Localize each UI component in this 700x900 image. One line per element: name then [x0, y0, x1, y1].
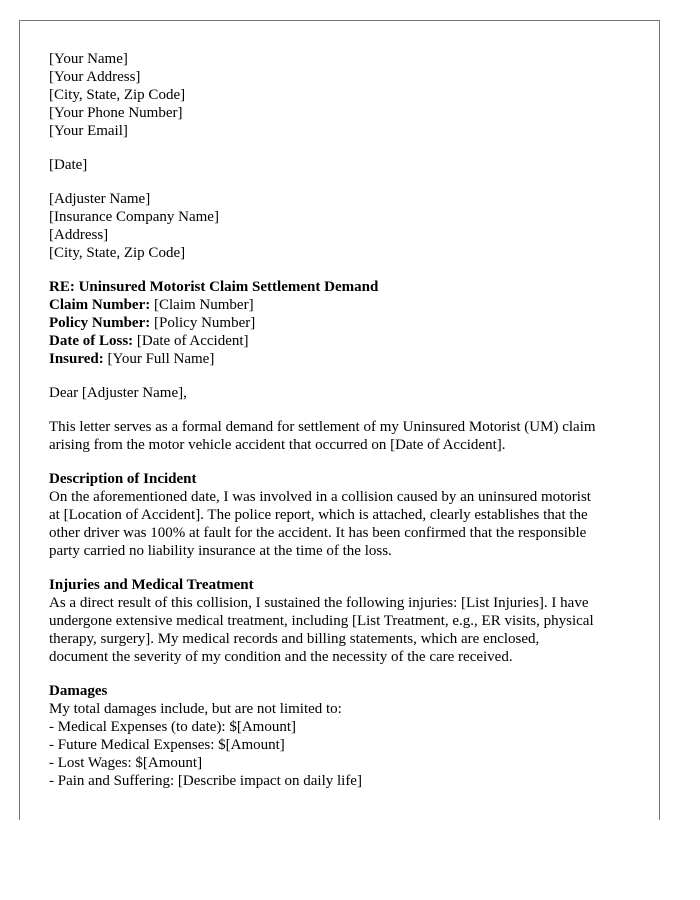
- injuries-heading: Injuries and Medical Treatment: [49, 577, 254, 593]
- policy-number-row: [49, 314, 649, 332]
- claim-number-row: [49, 296, 649, 314]
- sender-address: [Your Address]: [49, 69, 141, 85]
- incident-section: [49, 470, 649, 560]
- damages-item: - Lost Wages: $[Amount]: [49, 755, 203, 771]
- incident-line: other driver was 100% at fault for the accident. It has been confirmed that the responsible: [49, 525, 587, 541]
- letter-body: [49, 50, 649, 806]
- re-subject: RE: Uninsured Motorist Claim Settlement Demand: [49, 279, 379, 295]
- recipient-company: [Insurance Company Name]: [49, 209, 219, 225]
- injuries-line: therapy, surgery]. My medical records and billing statements, which are enclosed,: [49, 631, 540, 647]
- incident-line: at [Location of Accident]. The police report, which is attached, clearly establishes that the: [49, 507, 588, 523]
- damages-heading: Damages: [49, 683, 108, 699]
- date-of-loss-row: [49, 332, 649, 350]
- insured-label: Insured:: [49, 351, 104, 367]
- letter-page: [19, 20, 660, 820]
- date-block: [49, 156, 649, 174]
- claim-number-value: [Claim Number]: [150, 297, 254, 313]
- injuries-line: undergone extensive medical treatment, including [List Treatment, e.g., ER visits, physical: [49, 613, 594, 629]
- policy-number-label: Policy Number:: [49, 315, 151, 331]
- sender-email: [Your Email]: [49, 123, 128, 139]
- injuries-section: [49, 576, 649, 666]
- recipient-city-state-zip: [City, State, Zip Code]: [49, 245, 186, 261]
- policy-number-value: [Policy Number]: [150, 315, 256, 331]
- damages-item: - Medical Expenses (to date): $[Amount]: [49, 719, 297, 735]
- salutation: Dear [Adjuster Name],: [49, 385, 187, 401]
- injuries-line: As a direct result of this collision, I sustained the following injuries: [List Injuries]. I have: [49, 595, 589, 611]
- damages-item: - Pain and Suffering: [Describe impact on daily life]: [49, 773, 362, 789]
- recipient-adjuster: [Adjuster Name]: [49, 191, 151, 207]
- reference-block: [49, 278, 649, 368]
- date-of-loss-value: [Date of Accident]: [133, 333, 249, 349]
- letter-date: [Date]: [49, 157, 88, 173]
- incident-line: party carried no liability insurance at the time of the loss.: [49, 543, 392, 559]
- sender-phone: [Your Phone Number]: [49, 105, 183, 121]
- recipient-block: [49, 190, 649, 262]
- insured-row: [49, 350, 649, 368]
- recipient-address: [Address]: [49, 227, 109, 243]
- intro-line: arising from the motor vehicle accident that occurred on [Date of Accident].: [49, 437, 506, 453]
- claim-number-label: Claim Number:: [49, 297, 151, 313]
- incident-line: On the aforementioned date, I was involved in a collision caused by an uninsured motorist: [49, 489, 591, 505]
- intro-line: This letter serves as a formal demand for settlement of my Uninsured Motorist (UM) claim: [49, 419, 596, 435]
- damages-intro: My total damages include, but are not limited to:: [49, 701, 342, 717]
- insured-value: [Your Full Name]: [103, 351, 215, 367]
- salutation-block: [49, 384, 649, 402]
- sender-city-state-zip: [City, State, Zip Code]: [49, 87, 186, 103]
- sender-block: [49, 50, 649, 140]
- damages-item: - Future Medical Expenses: $[Amount]: [49, 737, 285, 753]
- incident-heading: Description of Incident: [49, 471, 197, 487]
- sender-name: [Your Name]: [49, 51, 128, 67]
- intro-paragraph: [49, 418, 649, 454]
- damages-section: [49, 682, 649, 790]
- date-of-loss-label: Date of Loss:: [49, 333, 134, 349]
- injuries-line: document the severity of my condition and the necessity of the care received.: [49, 649, 513, 665]
